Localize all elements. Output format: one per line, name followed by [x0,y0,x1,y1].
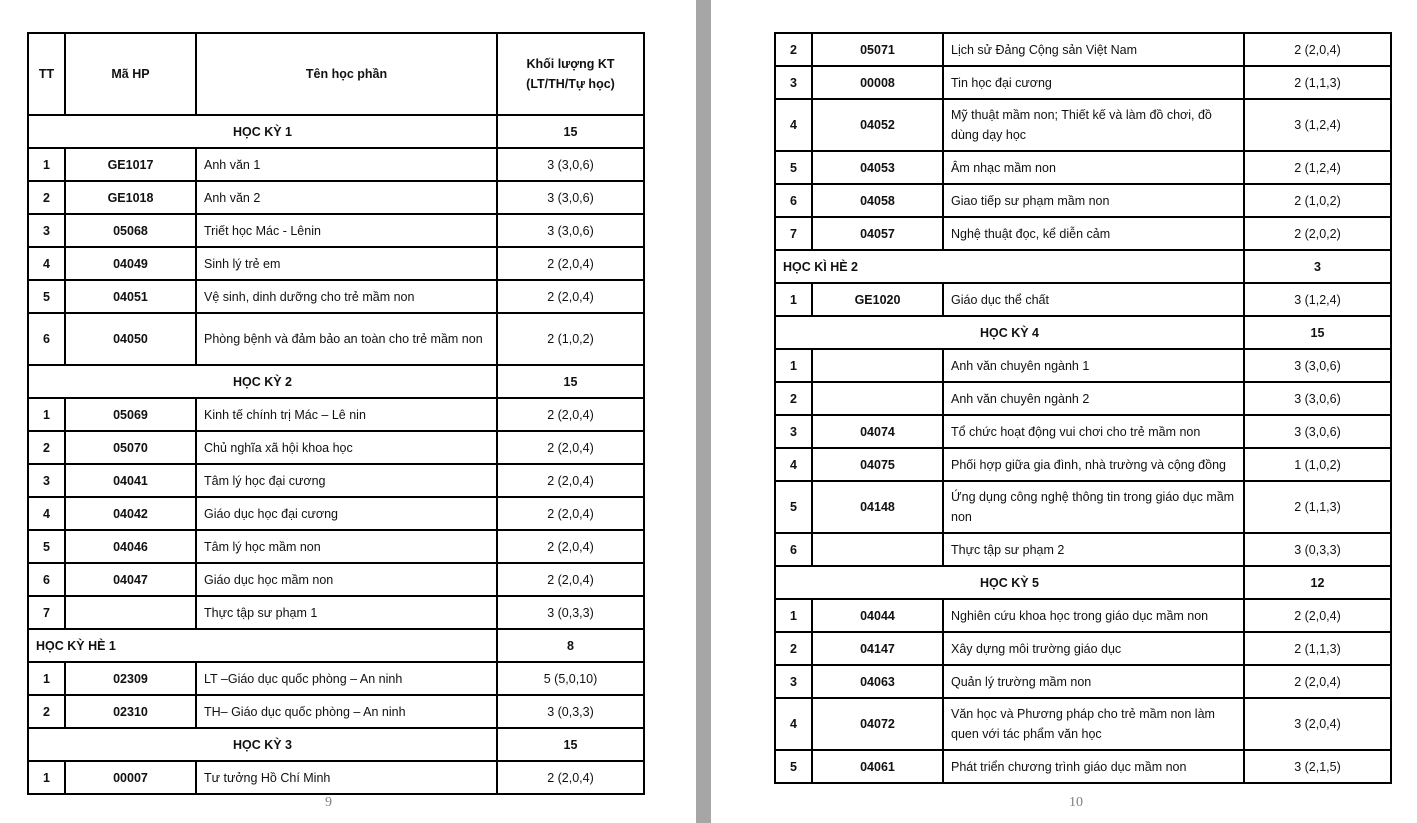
semester-title: HỌC KỲ 3 [28,728,497,761]
course-credits: 3 (1,2,4) [1244,283,1391,316]
course-credits: 2 (2,0,4) [497,464,644,497]
course-credits: 3 (2,0,4) [1244,698,1391,750]
course-index: 5 [775,750,812,783]
course-credits: 3 (3,0,6) [497,214,644,247]
course-row [28,280,644,313]
semester-title: HỌC KÌ HÈ 2 [775,250,1244,283]
course-index: 1 [28,148,65,181]
course-index: 1 [28,761,65,794]
course-code: 04058 [812,184,943,217]
course-code: 04051 [65,280,196,313]
course-row [775,632,1391,665]
course-credits: 3 (3,0,6) [497,181,644,214]
course-row [775,599,1391,632]
course-credits: 3 (3,0,6) [1244,349,1391,382]
course-code: 04041 [65,464,196,497]
semester-total-credits: 15 [1244,316,1391,349]
course-index: 1 [28,662,65,695]
course-row [28,662,644,695]
course-code [812,533,943,566]
course-code: 05070 [65,431,196,464]
course-index: 2 [775,33,812,66]
course-index: 2 [28,695,65,728]
course-name: Giáo dục học đại cương [196,497,497,530]
course-credits: 2 (1,1,3) [1244,632,1391,665]
course-code: 00008 [812,66,943,99]
course-row [775,533,1391,566]
semester-title: HỌC KỲ 4 [775,316,1244,349]
course-credits: 2 (2,0,4) [497,280,644,313]
course-credits: 2 (2,0,4) [497,497,644,530]
course-row [775,99,1391,151]
course-code: 04063 [812,665,943,698]
course-code: 04053 [812,151,943,184]
course-code: 00007 [65,761,196,794]
course-credits: 2 (1,2,4) [1244,151,1391,184]
course-index: 4 [775,99,812,151]
course-name: TH– Giáo dục quốc phòng – An ninh [196,695,497,728]
course-row [775,217,1391,250]
course-name: Quản lý trường mầm non [943,665,1244,698]
course-credits: 2 (2,0,4) [1244,665,1391,698]
course-credits: 2 (1,1,3) [1244,66,1391,99]
semester-title: HỌC KỲ 5 [775,566,1244,599]
course-name: Tâm lý học đại cương [196,464,497,497]
course-code: 04052 [812,99,943,151]
course-name: Tâm lý học mầm non [196,530,497,563]
course-row [28,563,644,596]
page-gutter [696,0,711,823]
table-body-left [28,33,644,794]
course-row [28,530,644,563]
semester-row [28,365,644,398]
course-name: Tin học đại cương [943,66,1244,99]
course-code: 02309 [65,662,196,695]
course-index: 3 [28,464,65,497]
semester-row [28,728,644,761]
course-row [28,313,644,365]
semester-total-credits: 15 [497,115,644,148]
course-row [775,698,1391,750]
course-row [775,481,1391,533]
table-body-right [775,33,1391,783]
course-code: 05069 [65,398,196,431]
course-code: 04061 [812,750,943,783]
course-credits: 3 (0,3,3) [497,596,644,629]
course-credits: 2 (2,0,4) [1244,33,1391,66]
document-page-left [0,0,696,823]
course-row [775,448,1391,481]
course-name: Triết học Mác - Lênin [196,214,497,247]
course-code: 05071 [812,33,943,66]
course-credits: 3 (0,3,3) [497,695,644,728]
course-credits: 2 (2,0,4) [497,431,644,464]
semester-total-credits: 8 [497,629,644,662]
course-name: Xây dựng môi trường giáo dục [943,632,1244,665]
course-index: 7 [775,217,812,250]
semester-row [28,115,644,148]
course-name: Giáo dục học mầm non [196,563,497,596]
course-index: 6 [775,184,812,217]
course-name: Vệ sinh, dinh dưỡng cho trẻ mầm non [196,280,497,313]
course-row [775,151,1391,184]
semester-title: HỌC KỲ HÈ 1 [28,629,497,662]
course-code: 04147 [812,632,943,665]
semester-row [775,250,1391,283]
curriculum-table-right [774,32,1392,784]
course-credits: 2 (2,0,2) [1244,217,1391,250]
course-row [775,184,1391,217]
course-row [775,66,1391,99]
header-credits-line2: (LT/TH/Tự học) [526,77,615,91]
course-index: 2 [28,431,65,464]
course-credits: 2 (1,0,2) [497,313,644,365]
course-name: Kinh tế chính trị Mác – Lê nin [196,398,497,431]
course-index: 7 [28,596,65,629]
course-name: Thực tập sư phạm 2 [943,533,1244,566]
course-index: 5 [28,530,65,563]
course-name: Giáo dục thể chất [943,283,1244,316]
course-name: Tư tưởng Hồ Chí Minh [196,761,497,794]
course-row [28,181,644,214]
course-index: 3 [775,66,812,99]
course-index: 3 [28,214,65,247]
course-code: 04148 [812,481,943,533]
course-name: Mỹ thuật mầm non; Thiết kế và làm đồ chơi, đồ dùng dạy học [943,99,1244,151]
course-name: Sinh lý trẻ em [196,247,497,280]
course-row [775,33,1391,66]
curriculum-table-left [27,32,645,795]
course-code [812,349,943,382]
semester-row [775,316,1391,349]
semester-total-credits: 15 [497,728,644,761]
course-code: 04074 [812,415,943,448]
course-name: Anh văn 2 [196,181,497,214]
course-row [775,415,1391,448]
course-name: Ứng dụng công nghệ thông tin trong giáo dục mầm non [943,481,1244,533]
course-code: 04057 [812,217,943,250]
header-tt: TT [28,33,65,115]
course-row [28,761,644,794]
course-index: 4 [775,448,812,481]
header-course-code: Mã HP [65,33,196,115]
course-name: Âm nhạc mầm non [943,151,1244,184]
course-row [28,148,644,181]
course-credits: 3 (2,1,5) [1244,750,1391,783]
semester-total-credits: 15 [497,365,644,398]
course-row [775,750,1391,783]
course-index: 3 [775,665,812,698]
course-code [812,382,943,415]
page-number-right: 10 [1069,795,1083,810]
course-code: GE1017 [65,148,196,181]
course-row [28,214,644,247]
semester-title: HỌC KỲ 1 [28,115,497,148]
course-row [28,431,644,464]
course-code: 04047 [65,563,196,596]
course-code: 04050 [65,313,196,365]
header-credits-line1: Khối lượng KT [526,57,615,71]
course-index: 1 [775,599,812,632]
course-row [775,382,1391,415]
course-credits: 3 (3,0,6) [497,148,644,181]
course-index: 3 [775,415,812,448]
course-credits: 3 (1,2,4) [1244,99,1391,151]
course-name: LT –Giáo dục quốc phòng – An ninh [196,662,497,695]
course-name: Phòng bệnh và đảm bảo an toàn cho trẻ mầm non [196,313,497,365]
header-credits [497,33,644,115]
course-index: 5 [28,280,65,313]
semester-total-credits: 12 [1244,566,1391,599]
course-credits: 2 (2,0,4) [497,247,644,280]
course-credits: 2 (2,0,4) [497,563,644,596]
course-code: 04049 [65,247,196,280]
course-name: Nghệ thuật đọc, kể diễn cảm [943,217,1244,250]
course-name: Văn học và Phương pháp cho trẻ mầm non làm quen với tác phẩm văn học [943,698,1244,750]
course-index: 1 [775,349,812,382]
course-code: 04046 [65,530,196,563]
course-credits: 2 (2,0,4) [1244,599,1391,632]
course-index: 2 [28,181,65,214]
course-code: GE1020 [812,283,943,316]
course-index: 6 [775,533,812,566]
course-code: 05068 [65,214,196,247]
course-index: 4 [775,698,812,750]
course-code [65,596,196,629]
course-credits: 3 (3,0,6) [1244,415,1391,448]
course-code: 04075 [812,448,943,481]
course-index: 5 [775,151,812,184]
course-credits: 1 (1,0,2) [1244,448,1391,481]
course-row [28,596,644,629]
course-name: Thực tập sư phạm 1 [196,596,497,629]
course-row [775,349,1391,382]
course-row [28,497,644,530]
course-index: 5 [775,481,812,533]
course-credits: 5 (5,0,10) [497,662,644,695]
course-row [28,398,644,431]
course-name: Anh văn 1 [196,148,497,181]
course-credits: 2 (1,0,2) [1244,184,1391,217]
page-number-left: 9 [325,795,332,810]
course-row [28,247,644,280]
course-index: 4 [28,247,65,280]
semester-title: HỌC KỲ 2 [28,365,497,398]
course-credits: 2 (2,0,4) [497,530,644,563]
course-name: Chủ nghĩa xã hội khoa học [196,431,497,464]
table-header-row [28,33,644,115]
course-credits: 2 (1,1,3) [1244,481,1391,533]
course-index: 2 [775,632,812,665]
course-credits: 2 (2,0,4) [497,398,644,431]
course-index: 6 [28,313,65,365]
document-page-right [711,0,1417,823]
course-index: 6 [28,563,65,596]
course-name: Nghiên cứu khoa học trong giáo dục mầm non [943,599,1244,632]
course-row [28,695,644,728]
course-name: Anh văn chuyên ngành 1 [943,349,1244,382]
course-index: 1 [28,398,65,431]
course-row [775,283,1391,316]
semester-row [775,566,1391,599]
course-credits: 3 (3,0,6) [1244,382,1391,415]
course-code: 04072 [812,698,943,750]
course-index: 1 [775,283,812,316]
course-row [775,665,1391,698]
semester-total-credits: 3 [1244,250,1391,283]
semester-row [28,629,644,662]
course-code: 04042 [65,497,196,530]
course-name: Phối hợp giữa gia đình, nhà trường và cộng đồng [943,448,1244,481]
header-course-name: Tên học phần [196,33,497,115]
course-name: Anh văn chuyên ngành 2 [943,382,1244,415]
course-index: 4 [28,497,65,530]
course-name: Giao tiếp sư phạm mầm non [943,184,1244,217]
course-name: Phát triển chương trình giáo dục mầm non [943,750,1244,783]
course-credits: 2 (2,0,4) [497,761,644,794]
course-name: Lịch sử Đảng Cộng sản Việt Nam [943,33,1244,66]
course-code: 04044 [812,599,943,632]
course-credits: 3 (0,3,3) [1244,533,1391,566]
course-row [28,464,644,497]
course-code: GE1018 [65,181,196,214]
course-code: 02310 [65,695,196,728]
course-name: Tổ chức hoạt động vui chơi cho trẻ mầm non [943,415,1244,448]
course-index: 2 [775,382,812,415]
